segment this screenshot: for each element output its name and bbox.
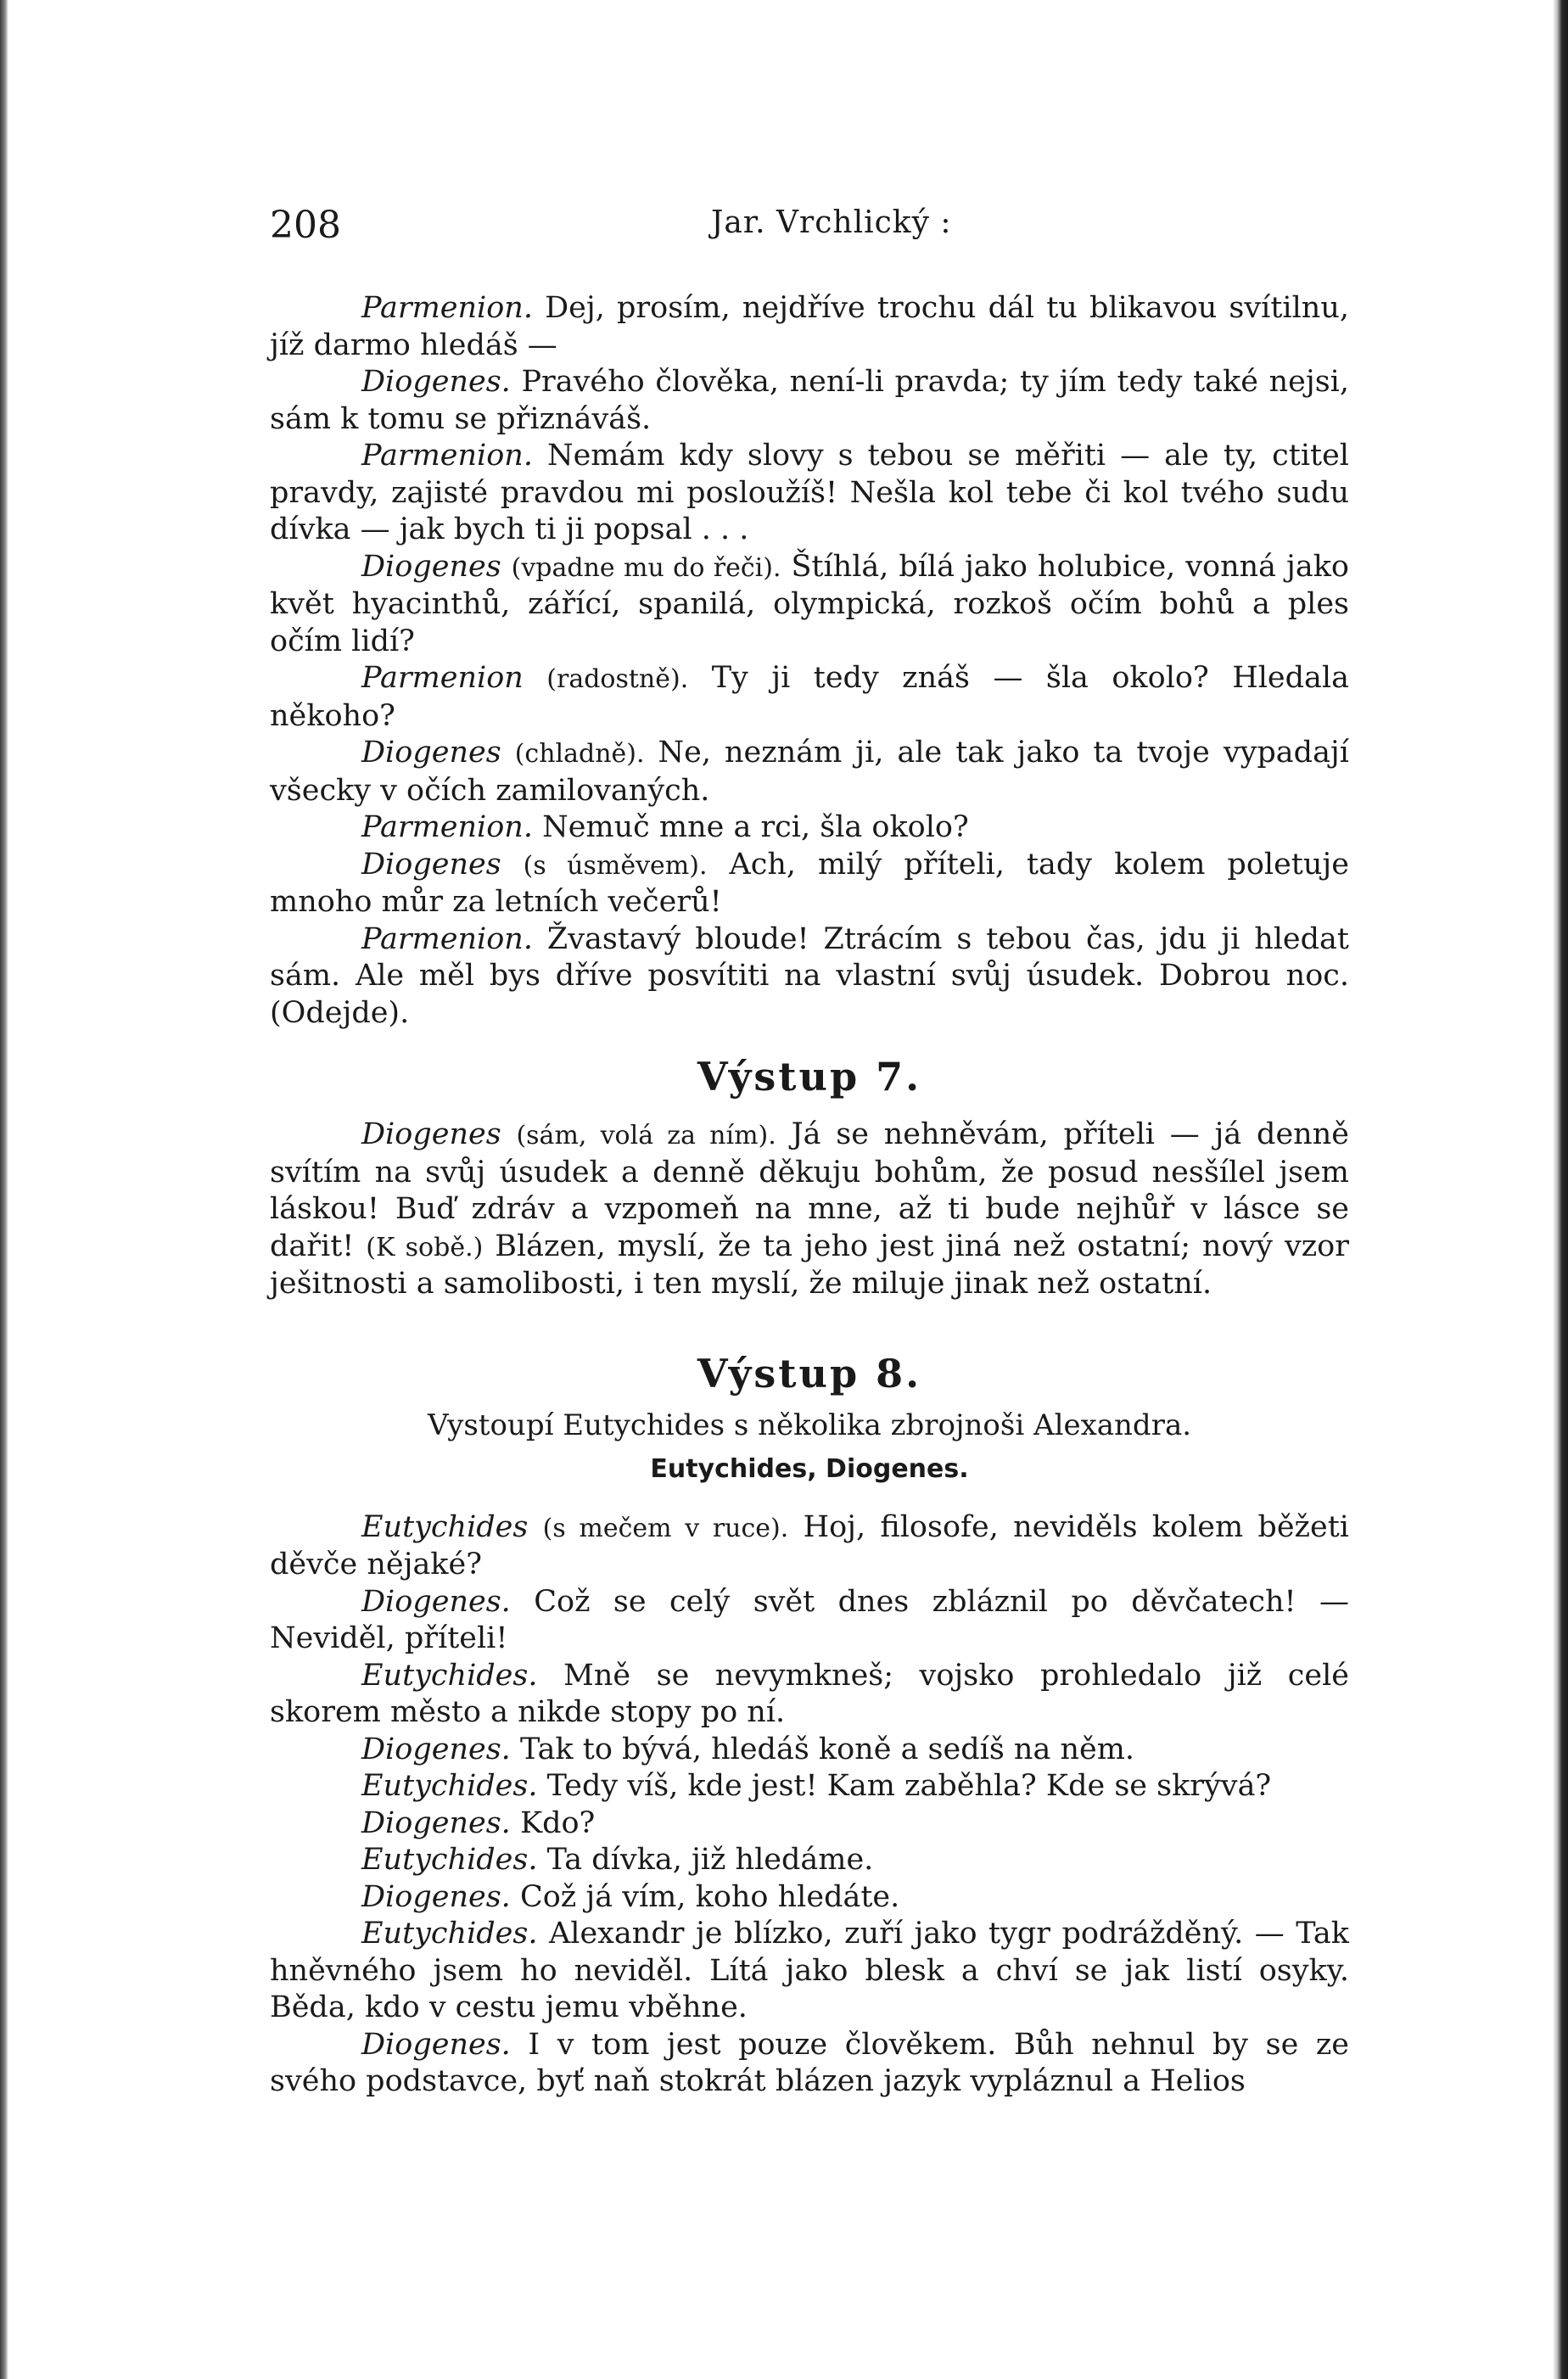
speaker-name: Eutychides. (361, 1769, 538, 1803)
speaker-name: Eutychides. (361, 1658, 538, 1693)
dialogue-line (270, 1916, 1349, 2027)
speaker-name: Diogenes. (361, 365, 511, 399)
speaker-name: Parmenion. (361, 921, 533, 956)
dialogue-line (270, 364, 1349, 438)
stage-direction: (chladně). (514, 739, 645, 769)
line-text: Kdo? (519, 1805, 596, 1840)
scene-8-cast: Eutychides, Diogenes. (650, 1453, 969, 1484)
line-text: Štíhlá, bílá jako holubice, vonná jako květ hyacinthů, zářící, spanilá, olympická, rozkoš očím bohů a ples očím lidí? (270, 549, 1349, 658)
speaker-name: Parmenion. (361, 810, 533, 844)
dialogue-line (270, 1509, 1349, 1584)
speaker-name: Parmenion (361, 661, 524, 695)
speaker-name: Diogenes (361, 736, 501, 770)
dialogue-line (270, 1842, 1349, 1879)
line-text: Což se celý svět dnes zbláznil po děvčatech! — Neviděl, příteli! (270, 1584, 1349, 1655)
line-text: Ta dívka, již hledáme. (546, 1843, 874, 1877)
dialogue-line (270, 1584, 1349, 1658)
speaker-name: Eutychides. (361, 1843, 538, 1877)
scene-8-stage-note: Vystoupí Eutychides s několika zbrojnoši Alexandra. (427, 1408, 1192, 1442)
speaker-name: Diogenes (361, 847, 501, 882)
dialogue-line (270, 290, 1349, 364)
speaker-name: Diogenes. (361, 1805, 511, 1840)
stage-direction: (vpadne mu do řeči). (511, 552, 781, 583)
dialogue-block-a (270, 290, 1349, 1032)
speaker-name: Diogenes (361, 549, 501, 584)
line-text: Blázen, myslí, že ta jeho jest jiná než ostatní; nový vzor ješitnosti a samolibosti, i ten myslí, že miluje jinak než ostatní. (270, 1229, 1349, 1301)
scan-right-edge (1553, 0, 1568, 2379)
dialogue-line (270, 1805, 1349, 1843)
dialogue-line (270, 921, 1349, 1033)
dialogue-line (270, 2027, 1349, 2101)
page-header (270, 197, 1349, 258)
speaker-name: Eutychides. (361, 1917, 538, 1951)
speaker-name: Diogenes. (361, 1732, 511, 1766)
line-text: Tedy víš, kde jest! Kam zaběhla? Kde se skrývá? (546, 1769, 1272, 1803)
line-text: Ach, milý příteli, tady kolem poletuje mnoho můr za letních večerů! (270, 847, 1349, 919)
running-head: Jar. Vrchlický : (711, 205, 952, 240)
scene-7-monologue (270, 1117, 1349, 1303)
book-page (270, 197, 1349, 2101)
scan-left-edge (0, 0, 8, 2379)
speaker-name: Diogenes (361, 1117, 501, 1151)
stage-direction: (s úsměvem). (523, 850, 708, 881)
line-text: Tak to bývá, hledáš koně a sedíš na něm. (519, 1732, 1135, 1766)
dialogue-line (270, 438, 1349, 549)
line-text: Ne, neznám ji, ale tak jako ta tvoje vypadají všecky v očích zamilovaných. (270, 736, 1349, 808)
line-text: Ty ji tedy znáš — šla okolo? Hledala někoho? (270, 661, 1349, 733)
dialogue-line (270, 735, 1349, 809)
dialogue-line (270, 847, 1349, 921)
dialogue-line (270, 1732, 1349, 1769)
line-text: Dej, prosím, nejdříve trochu dál tu blikavou svítilnu, jíž darmo hledáš — (270, 291, 1349, 362)
line-text: Alexandr je blízko, zuří jako tygr podrážděný. — Tak hněvného jsem ho neviděl. Lítá jako blesk a chví se jak listí osyky. Běda, kdo v cestu jemu vběhne. (270, 1917, 1349, 2024)
aside-direction: (K sobě.) (366, 1232, 484, 1262)
stage-direction: (radostně). (546, 664, 689, 694)
dialogue-line (270, 660, 1349, 735)
dialogue-line (270, 1879, 1349, 1917)
speaker-name: Parmenion. (361, 291, 533, 325)
line-text: Nemuč mne a rci, šla okolo? (542, 810, 969, 844)
speaker-name: Parmenion. (361, 439, 533, 473)
dialogue-line (270, 1768, 1349, 1805)
page-number: 208 (270, 204, 341, 247)
stage-direction: (s mečem v ruce). (542, 1513, 789, 1543)
line-text: Nemám kdy slovy s tebou se měřiti — ale ty, ctitel pravdy, zajisté pravdou mi posloužíš! Nešla kol tebe či kol tvého sudu dívka — jak bych ti ji popsal . . . (270, 439, 1349, 546)
dialogue-line (270, 1658, 1349, 1732)
speaker-name: Diogenes. (361, 1879, 511, 1914)
dialogue-line (270, 549, 1349, 661)
scene-8-heading: Výstup 8. (697, 1350, 922, 1397)
speaker-name: Diogenes. (361, 2027, 511, 2062)
dialogue-line (270, 809, 1349, 847)
speaker-name: Diogenes. (361, 1584, 511, 1619)
scene-7-heading: Výstup 7. (697, 1054, 922, 1100)
line-text: Hoj, filosofe, neviděls kolem běžeti děvče nějaké? (270, 1509, 1349, 1581)
line-text: Žvastavý bloude! Ztrácím s tebou čas, jdu ji hledat sám. Ale měl bys dříve posvítiti na vlastní svůj úsudek. Dobrou noc. (Odejde). (270, 921, 1349, 1030)
line-text: I v tom jest pouze člověkem. Bůh nehnul by se ze svého podstavce, byť naň stokrát blázen jazyk vypláznul a Helios (270, 2027, 1349, 2098)
line-text: Já se nehněvám, příteli — já denně svítím na svůj úsudek a denně děkuju bohům, že posud nesšílel jsem láskou! Buď zdráv a vzpomeň na mne, až ti bude nejhůř v lásce se dařit! (270, 1117, 1349, 1263)
line-text: Mně se nevymkneš; vojsko prohledalo již celé skorem město a nikde stopy po ní. (270, 1658, 1349, 1729)
line-text: Pravého člověka, není-li pravda; ty jím tedy také nejsi, sám k tomu se přiznáváš. (270, 365, 1349, 436)
dialogue-block-b (270, 1509, 1349, 2101)
speaker-name: Eutychides (361, 1509, 529, 1544)
stage-direction: (sám, volá za ním). (516, 1121, 776, 1150)
line-text: Což já vím, koho hledáte. (519, 1879, 900, 1914)
